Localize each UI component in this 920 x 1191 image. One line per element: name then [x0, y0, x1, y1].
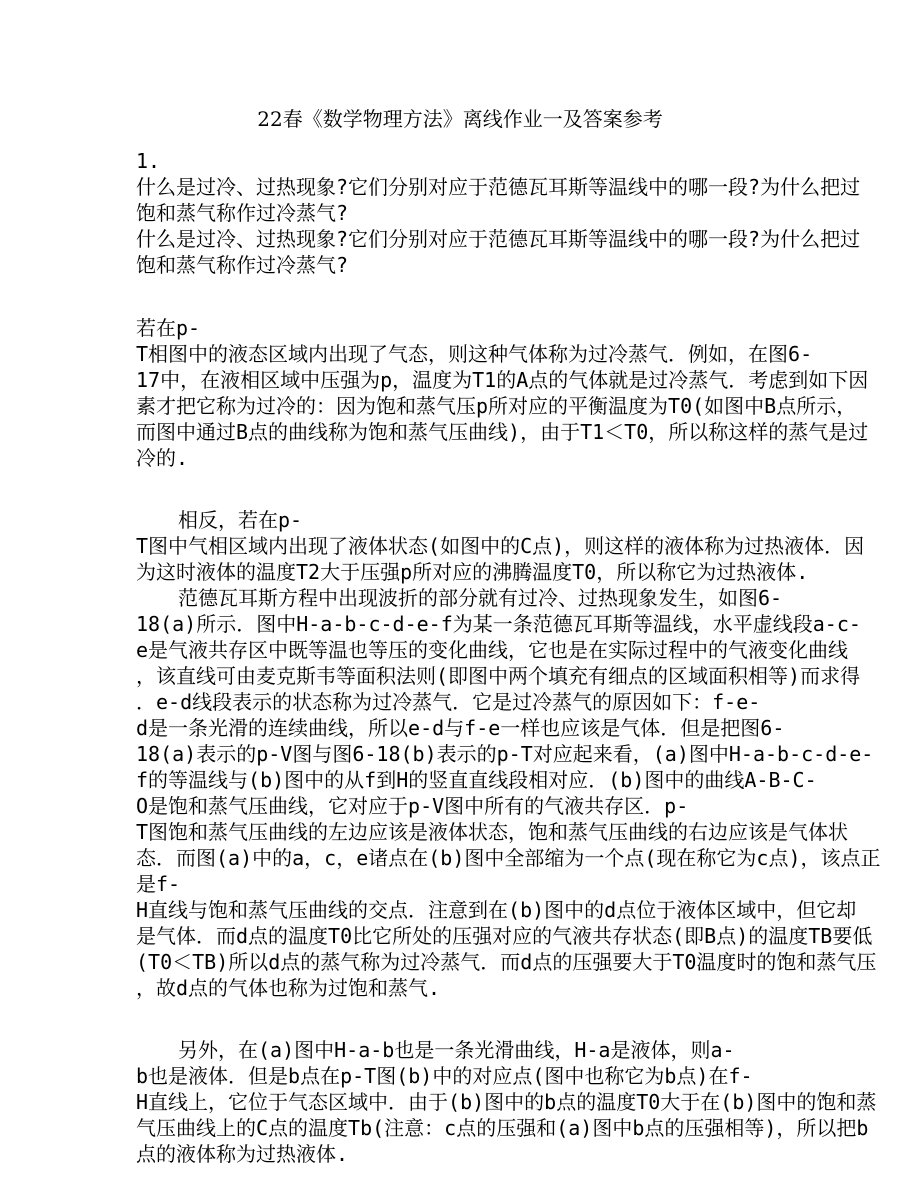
answer-paragraph-2 [136, 507, 881, 1001]
text-line: 而图中通过B点的曲线称为饱和蒸气压曲线)，由于T1＜T0，所以称这样的蒸气是过 [136, 420, 869, 444]
text-line: T图饱和蒸气压曲线的左边应该是液体状态，饱和蒸气压曲线的右边应该是气体状 [136, 820, 849, 844]
text-line: f的等温线与(b)图中的从f到H的竖直直线段相对应．(b)图中的曲线A-B-C- [136, 768, 817, 792]
question-block [136, 148, 861, 278]
text-line: H直线上，它位于气态区域中．由于(b)图中的b点的温度T0大于在(b)图中的饱和蒸 [136, 1090, 877, 1114]
text-line: 1. [136, 149, 161, 173]
text-line: T图中气相区域内出现了液体状态(如图中的C点)，则这样的液体称为过热液体．因 [136, 534, 865, 558]
document-title: 22春《数学物理方法》离线作业一及答案参考 [257, 107, 663, 131]
text-line: H直线与饱和蒸气压曲线的交点．注意到在(b)图中的d点位于液体区域中，但它却 [136, 898, 857, 922]
text-line: 什么是过冷、过热现象?它们分别对应于范德瓦耳斯等温线中的哪一段?为什么把过 [136, 227, 861, 251]
text-line: 气压曲线上的C点的温度Tb(注意：c点的压强和(a)图中b点的压强相等)，所以把b [136, 1116, 869, 1140]
text-line: 另外，在(a)图中H-a-b也是一条光滑曲线，H-a是液体，则a- [178, 1038, 735, 1062]
text-line: 为这时液体的温度T2大于压强p所对应的沸腾温度T0，所以称它为过热液体. [136, 560, 809, 584]
text-line: 点的液体称为过热液体. [136, 1142, 349, 1166]
text-line: 18(a)表示的p-V图与图6-18(b)表示的p-T对应起来看，(a)图中H-a-b-c-d-e- [136, 742, 874, 766]
text-line: ，故d点的气体也称为过饱和蒸气. [136, 976, 441, 1000]
text-line: e是气液共存区中既等温也等压的变化曲线，它也是在实际过程中的气液变化曲线 [136, 638, 849, 662]
text-line: 素才把它称为过冷的：因为饱和蒸气压p所对应的平衡温度为T0(如图中B点所示， [136, 394, 857, 418]
text-line: ，该直线可由麦克斯韦等面积法则(即图中两个填充有细点的区域面积相等)而求得 [136, 664, 861, 688]
text-line: 17中，在液相区域中压强为p，温度为T1的A点的气体就是过冷蒸气．考虑到如下因 [136, 368, 869, 392]
text-line: 饱和蒸气称作过冷蒸气? [136, 201, 349, 225]
text-line: b也是液体．但是b点在p-T图(b)中的对应点(图中也称它为b点)在f- [136, 1064, 753, 1088]
text-line: 相反，若在p- [178, 508, 303, 532]
text-line: 冷的. [136, 446, 189, 470]
text-line: 是气体．而d点的温度T0比它所处的压强对应的气液共存状态(即B点)的温度TB要低 [136, 924, 873, 948]
answer-paragraph-3 [136, 1037, 877, 1167]
text-line: 若在p- [136, 316, 201, 340]
text-line: 态．而图(a)中的a，c，e诸点在(b)图中全部缩为一个点(现在称它为c点)，该点正 [136, 846, 881, 870]
text-line: 范德瓦耳斯方程中出现波折的部分就有过冷、过热现象发生，如图6- [178, 586, 783, 610]
text-line: 18(a)所示．图中H-a-b-c-d-e-f为某一条范德瓦耳斯等温线，水平虚线段a-c- [136, 612, 861, 636]
text-line: O是饱和蒸气压曲线，它对应于p-V图中所有的气液共存区．p- [136, 794, 689, 818]
text-line: 什么是过冷、过热现象?它们分别对应于范德瓦耳斯等温线中的哪一段?为什么把过 [136, 175, 861, 199]
text-line: d是一条光滑的连续曲线，所以e-d与f-e一样也应该是气体．但是把图6- [136, 716, 785, 740]
text-line: 饱和蒸气称作过冷蒸气? [136, 253, 349, 277]
text-line: ．e-d线段表示的状态称为过冷蒸气．它是过冷蒸气的原因如下：f-e- [136, 690, 761, 714]
text-line: 是f- [136, 872, 181, 896]
answer-paragraph-1 [136, 315, 869, 471]
text-line: (T0＜TB)所以d点的蒸气称为过冷蒸气．而d点的压强要大于T0温度时的饱和蒸气压 [136, 950, 877, 974]
text-line: T相图中的液态区域内出现了气态，则这种气体称为过冷蒸气．例如，在图6- [136, 342, 813, 366]
